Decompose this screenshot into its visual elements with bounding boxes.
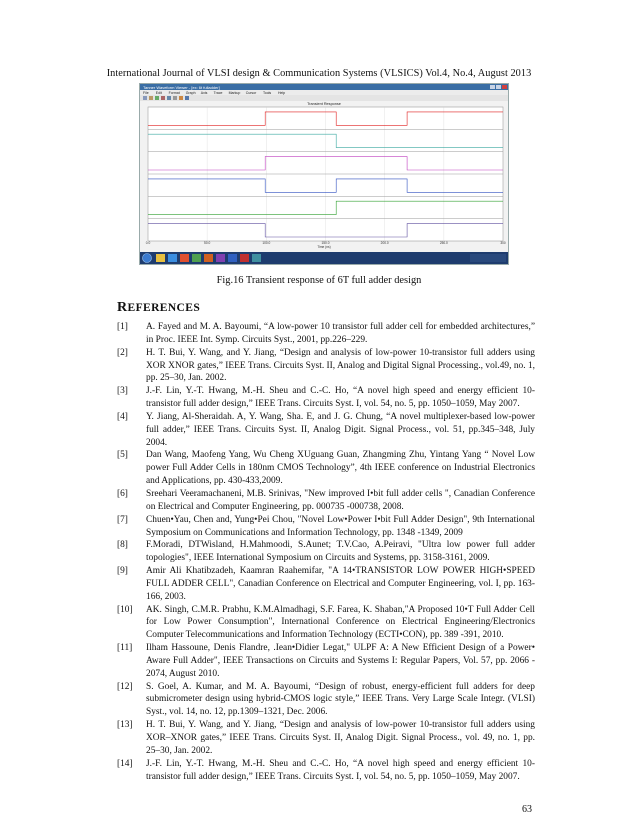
reference-text: Sreehari Veeramachaneni, M.B. Srinivas, "New improved I•bit full adder cells ", Canadian Conference on Electrical and Computer Engineering, pp. 000735 -000738, 2008. [146, 488, 535, 512]
reference-text: F.Moradi, DTWisland, H.Mahmoodi, S.Aunet; T.V.Cao, A.Peiravi, "Ultra low power full adder topologies", IEEE International Symposium on Circuits and Systems, pp. 3158-3161, 2009. [146, 540, 535, 564]
journal-header: International Journal of VLSI design & Communication Systems (VLSICS) Vol.4, No.4, August 2013 [106, 68, 532, 79]
x-tick-label: 200.0 [380, 241, 389, 245]
reference-text: J.-F. Lin, Y.-T. Hwang, M.-H. Sheu and C.-C. Ho, “A novel high speed and energy efficient 10-transistor full adder design,” IEEE Trans. Circuits Syst. I, vol. 54, no. 5, pp. 1050–1059, May 2007. [146, 386, 535, 410]
figure-caption: Fig.16 Transient response of 6T full adder design [216, 275, 422, 286]
reference-item [117, 488, 535, 514]
menu-item[interactable]: Axis [200, 91, 208, 95]
close-icon [502, 85, 507, 89]
window-title: Tanner Waveform Viewer - [ex: 6t fulladder] [143, 85, 220, 90]
start-button-icon [143, 254, 152, 263]
reference-item [117, 347, 535, 386]
reference-item [117, 385, 535, 411]
reference-text: Y. Jiang, Al-Sheraidah. A, Y. Wang, Sha. E, and J. G. Chung, “A novel multiplexer-based low-power full adder,” IEEE Trans. Circuits Syst. II, Analog Digit. Signal Process., vol. 51, pp.345–348, July 2004. [146, 411, 535, 448]
reference-number: [12] [117, 681, 133, 692]
reference-item [117, 719, 535, 758]
references-list [117, 321, 535, 783]
menu-item[interactable]: Edit [155, 91, 162, 95]
system-tray [470, 254, 506, 262]
reference-text: Chuen•Yau, Chen and, Yung•Pei Chou, "Novel Low•Power I•bit Full Adder Design", 9th International Symposium on Communications and Information Technology, pp. 1348 -1349, 2009 [146, 514, 535, 538]
reference-number: [2] [117, 347, 128, 358]
reference-text: H. T. Bui, Y. Wang, and Y. Jiang, “Design and analysis of low-power 10-transistor full adders using XOR–XNOR gates,” IEEE Trans. Circuits Syst. II, Analog Digit. Signal Process., vol. 49, no. 1, pp. 25–30, Jan. 2002. [146, 720, 535, 756]
reference-item [117, 539, 535, 565]
reference-text: J.-F. Lin, Y.-T. Hwang, M.-H. Sheu and C.-C. Ho, “A novel high speed and energy efficient 10-transistor full adder design,” IEEE Trans. Circuits Syst. I, vol. 54, no. 5, pp. 1050–1059, May 2007. [146, 758, 535, 782]
reference-item [117, 604, 535, 643]
references-heading-initial: R [117, 300, 128, 315]
reference-item [117, 411, 535, 450]
page-number: 63 [522, 804, 532, 815]
menu-item[interactable]: Markup [228, 91, 241, 95]
reference-text: Amir Ali Khatibzadeh, Kaamran Raahemifar, "A 14•TRANSISTOR LOW POWER HIGH•SPEED FULL ADDER CELL", Canadian Conference on Electrical and Computer Engineering, vol. I, pp. 163-166, 2003. [146, 566, 535, 602]
reference-text: S. Goel, A. Kumar, and M. A. Bayoumi, “Design of robust, energy-efficient full adders for deep submicrometer design using hybrid-CMOS logic style,” IEEE Trans. Very Large Scale Integr. (VLSI) Syst., vol. 14, no. 12, pp.1309–1321, Dec. 2006. [146, 681, 535, 718]
waveform-screenshot [139, 83, 509, 265]
reference-number: [1] [117, 322, 128, 332]
reference-text: Dan Wang, Maofeng Yang, Wu Cheng XUguang Guan, Zhangming Zhu, Yintang Yang “ Novel Low power Full Adder Cells in 180nm CMOS Technology”, 4th IEEE conference on Industrial Electronics and Applications, pp. 430-433,2009. [146, 450, 535, 487]
x-tick-label: 0.0 [145, 241, 151, 245]
reference-number: [6] [117, 488, 128, 499]
reference-number: [7] [117, 514, 128, 525]
menu-item[interactable]: Trace [213, 91, 223, 95]
waveform-figure [140, 84, 508, 264]
x-tick-label: 50.0 [204, 241, 211, 245]
reference-text: Ilham Hassoune, Denis Flandre, .Iean•Didier Legat," ULPF A: A New Efficient Design of a Power• Aware Full Adder", IEEE Transactions on Circuits and Systems I: Regular Papers, Vol. 57, pp. 2066 - 2074, August 2010. [146, 643, 535, 679]
reference-number: [10] [117, 604, 133, 615]
x-tick-label: 300 [500, 241, 506, 245]
references-heading-rest: EFERENCES [127, 302, 201, 314]
reference-number: [13] [117, 720, 133, 731]
reference-item [117, 642, 535, 681]
reference-number: [8] [117, 540, 128, 551]
reference-item [117, 321, 535, 347]
maximize-icon [496, 85, 501, 89]
x-tick-label: 150.0 [321, 241, 330, 245]
reference-number: [14] [117, 758, 133, 769]
reference-number: [3] [117, 386, 128, 397]
menu-item[interactable]: Format [168, 91, 180, 95]
taskbar-app-icons [156, 254, 261, 262]
reference-number: [5] [117, 450, 128, 461]
x-axis-label: Time (ns) [317, 245, 331, 249]
reference-item [117, 514, 535, 540]
menu-item[interactable]: Cursor [245, 91, 257, 95]
reference-item [117, 565, 535, 604]
references-heading [117, 300, 200, 316]
menu-item[interactable]: File [143, 91, 149, 95]
x-tick-label: 250.0 [439, 241, 448, 245]
reference-number: [9] [117, 566, 128, 577]
reference-number: [11] [117, 643, 133, 654]
reference-number: [4] [117, 411, 128, 422]
x-tick-label: 100.0 [262, 241, 271, 245]
reference-text: H. T. Bui, Y. Wang, and Y. Jiang, “Design and analysis of low-power 10-transistor full adders using XOR XNOR gates,” IEEE Trans. Circuits Syst. II, Analog and Digital Signal Processing., vol.49, no. 1, pp. 25–30, Jan. 2002. [146, 347, 535, 384]
menu-item[interactable]: Help [278, 91, 286, 95]
reference-text: AK. Singh, C.M.R. Prabhu, K.M.Almadhagi, S.F. Farea, K. Shaban,"A Proposed 10•T Full Adder Cell for Low Power Consumption", International Conference on Electrical Engineering/Electronics Computer Telecommunications and Information Technology (ECTI•CON), pp. 389 -391, 2010. [146, 604, 535, 641]
reference-item [117, 449, 535, 488]
menu-item[interactable]: Graph [185, 91, 196, 95]
plot-title: Transient Response [307, 102, 341, 106]
toolbar [140, 95, 508, 101]
reference-item [117, 681, 535, 720]
reference-text: A. Fayed and M. A. Bayoumi, “A low-power 10 transistor full adder cell for embedded architectures,” in Proc. IEEE Int. Symp. Circuits Syst., 2001, pp.226–229. [146, 322, 535, 345]
menu-item[interactable]: Tools [263, 91, 272, 95]
reference-item [117, 758, 535, 784]
minimize-icon [490, 85, 495, 89]
